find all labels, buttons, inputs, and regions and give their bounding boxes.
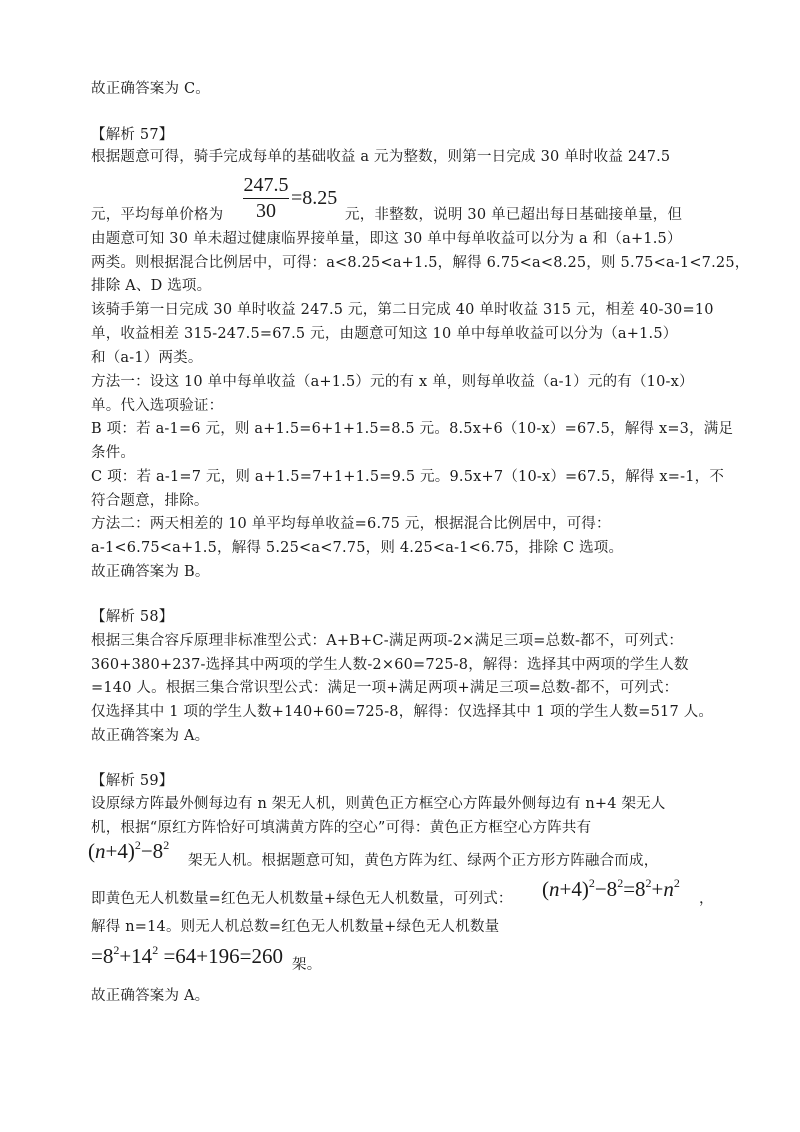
text-line: 方法一：设这 10 单中每单收益（a+1.5）元的有 x 单，则每单收益（a-1）元的有（10-x） bbox=[91, 374, 694, 390]
fraction-denominator: 30 bbox=[256, 200, 276, 222]
text-line: 元，非整数，说明 30 单已超出每日基础接单量，但 bbox=[345, 207, 683, 223]
text-line: 架无人机。根据题意可知，黄色方阵为红、绿两个正方形方阵融合而成， bbox=[188, 853, 659, 869]
formula-2: $(n+4)^2-8^2=8^2+n^2$ bbox=[542, 876, 680, 901]
text-line: 解得 n=14。则无人机总数=红色无人机数量+绿色无人机数量 bbox=[91, 919, 500, 935]
text-line: 该骑手第一日完成 30 单时收益 247.5 元，第二日完成 40 单时收益 315 元，相差 40-30=10 bbox=[91, 302, 714, 318]
text-line: a-1<6.75<a+1.5，解得 5.25<a<7.75，则 4.25<a-1<6.75，排除 C 选项。 bbox=[91, 540, 624, 556]
text-line: 两类。则根据混合比例居中，可得：a<8.25<a+1.5，解得 6.75<a<8.25，则 5.75<a-1<7.25， bbox=[91, 255, 750, 271]
text-line: B 项：若 a-1=6 元，则 a+1.5=6+1+1.5=8.5 元。8.5x+6（10-x）=67.5，解得 x=3，满足 bbox=[91, 421, 734, 437]
text-line: 360+380+237-选择其中两项的学生人数-2×60=725-8，解得：选择其中两项的学生人数 bbox=[91, 657, 689, 673]
text-line: 根据题意可得，骑手完成每单的基础收益 a 元为整数，则第一日完成 30 单时收益 247.5 bbox=[91, 149, 671, 165]
fraction-formula bbox=[243, 173, 289, 223]
section-heading-57: 【解析 57】 bbox=[91, 127, 174, 143]
fraction-result: =8.25 bbox=[291, 187, 338, 209]
section-heading-59: 【解析 59】 bbox=[91, 773, 174, 789]
text-line: 仅选择其中 1 项的学生人数+140+60=725-8，解得：仅选择其中 1 项的学生人数=517 人。 bbox=[91, 704, 714, 720]
text-line: 根据三集合容斥原理非标准型公式：A+B+C-满足两项-2×满足三项=总数-都不，可列式： bbox=[91, 633, 684, 649]
text-line: 方法二：两天相差的 10 单平均每单收益=6.75 元，根据混合比例居中，可得： bbox=[91, 516, 611, 532]
text-line: =140 人。根据三集合常识型公式：满足一项+满足两项+满足三项=总数-都不，可列式： bbox=[91, 680, 679, 696]
answer-line: 故正确答案为 B。 bbox=[91, 564, 210, 580]
formula-3: $=8^2+14^2 =64+196=260$ bbox=[91, 943, 283, 968]
text-line: 单。代入选项验证： bbox=[91, 398, 224, 414]
text-line: 条件。 bbox=[91, 445, 136, 461]
text-line: 机，根据“原红方阵恰好可填满黄方阵的空心”可得：黄色正方框空心方阵共有 bbox=[91, 820, 592, 836]
text-line: 架。 bbox=[292, 957, 322, 973]
text-line: 排除 A、D 选项。 bbox=[91, 278, 212, 294]
text-line: 设原绿方阵最外侧每边有 n 架无人机，则黄色正方框空心方阵最外侧每边有 n+4 架无人 bbox=[91, 796, 666, 812]
text-line: 元，平均每单价格为 bbox=[91, 207, 224, 223]
text-line: 单，收益相差 315-247.5=67.5 元，由题意可知这 10 单中每单收益可以分为（a+1.5） bbox=[91, 326, 678, 342]
text-line: 符合题意，排除。 bbox=[91, 493, 209, 509]
answer-line: 故正确答案为 C。 bbox=[91, 81, 211, 97]
section-heading-58: 【解析 58】 bbox=[91, 609, 174, 625]
answer-line: 故正确答案为 A。 bbox=[91, 988, 210, 1004]
text-line: 由题意可知 30 单未超过健康临界接单量，即这 30 单中每单收益可以分为 a 和（a+1.5） bbox=[91, 231, 682, 247]
answer-line: 故正确答案为 A。 bbox=[91, 728, 210, 744]
text-line: 即黄色无人机数量=红色无人机数量+绿色无人机数量，可列式： bbox=[91, 891, 513, 907]
text-line: ， bbox=[699, 891, 714, 907]
fraction-numerator: 247.5 bbox=[243, 173, 289, 199]
formula-1: $(n+4)^2-8^2$ bbox=[88, 838, 170, 863]
text-line: C 项：若 a-1=7 元，则 a+1.5=7+1+1.5=9.5 元。9.5x+7（10-x）=67.5，解得 x=-1，不 bbox=[91, 469, 725, 485]
text-line: 和（a-1）两类。 bbox=[91, 350, 203, 366]
